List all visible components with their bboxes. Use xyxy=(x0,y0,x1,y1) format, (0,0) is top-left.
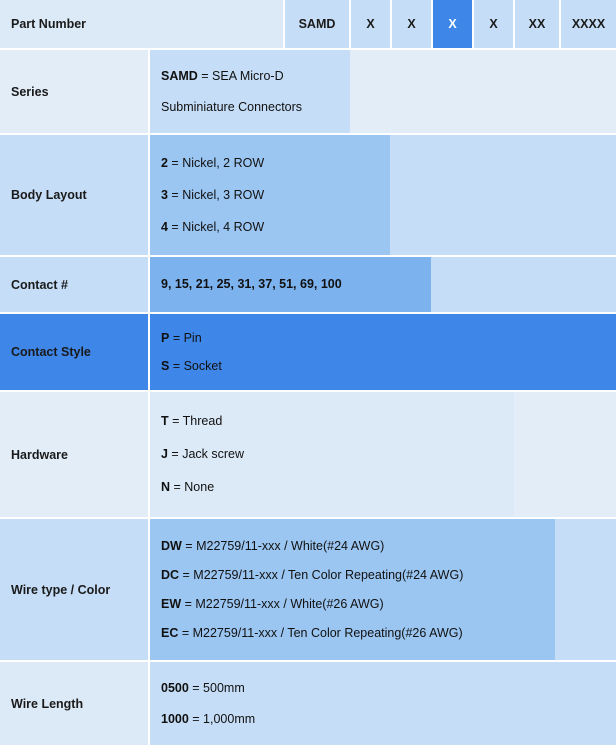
option-description: = M22759/11-xxx / White(#26 AWG) xyxy=(181,596,384,611)
row-options xyxy=(150,392,616,517)
row-options xyxy=(150,50,616,133)
table-row xyxy=(0,133,616,255)
option-code: 2 xyxy=(161,156,168,170)
option-line xyxy=(161,481,616,494)
option-code: S xyxy=(161,359,170,373)
option-description: = Nickel, 3 ROW xyxy=(167,187,265,202)
row-label: Wire type / Color xyxy=(0,519,150,660)
row-label: Contact Style xyxy=(0,314,150,390)
option-code: 1000 xyxy=(161,711,189,726)
option-code: T xyxy=(161,414,169,429)
option-code: DC xyxy=(161,567,180,582)
option-line xyxy=(161,70,616,83)
option-description: = Nickel, 2 ROW xyxy=(167,156,265,170)
option-description: Subminiature Connectors xyxy=(161,99,303,114)
option-description: = Nickel, 4 ROW xyxy=(167,219,265,234)
option-line xyxy=(161,598,616,611)
table-row xyxy=(0,517,616,660)
option-line xyxy=(161,540,616,553)
option-list xyxy=(150,257,616,312)
option-code: EW xyxy=(161,596,182,611)
part-number-cell-2[interactable]: X xyxy=(392,0,433,48)
option-description: = Thread xyxy=(168,414,223,429)
row-label: Series xyxy=(0,50,150,133)
option-description: = 500mm xyxy=(188,680,245,695)
part-number-label: Part Number xyxy=(0,0,285,48)
option-code: DW xyxy=(161,538,182,553)
option-list xyxy=(150,50,616,133)
part-number-cell-4[interactable]: X xyxy=(474,0,515,48)
option-line xyxy=(161,189,616,202)
option-code: 0500 xyxy=(161,680,189,695)
option-line xyxy=(161,682,616,695)
option-line xyxy=(161,157,616,170)
part-number-cell-5[interactable]: XX xyxy=(515,0,561,48)
option-line xyxy=(161,713,616,726)
option-description: = 1,000mm xyxy=(188,711,256,726)
option-code: J xyxy=(161,447,168,462)
part-number-cell-1[interactable]: X xyxy=(351,0,392,48)
option-line xyxy=(161,627,616,640)
option-line xyxy=(161,360,616,373)
option-list xyxy=(150,135,616,255)
option-code: P xyxy=(161,330,170,345)
option-list xyxy=(150,314,616,390)
option-line xyxy=(161,221,616,234)
part-number-code-cells xyxy=(285,0,616,48)
option-code: SAMD xyxy=(161,68,198,83)
table-row xyxy=(0,255,616,312)
row-options xyxy=(150,519,616,660)
option-description: = M22759/11-xxx / Ten Color Repeating(#24 AWG) xyxy=(179,567,464,582)
table-row xyxy=(0,312,616,390)
option-description: = None xyxy=(170,480,215,495)
row-options xyxy=(150,135,616,255)
row-options xyxy=(150,662,616,745)
row-label: Hardware xyxy=(0,392,150,517)
option-line xyxy=(161,101,616,114)
part-number-cell-6[interactable]: XXXX xyxy=(561,0,616,48)
option-line xyxy=(161,569,616,582)
row-options xyxy=(150,257,616,312)
option-line xyxy=(161,332,616,345)
option-line xyxy=(161,278,616,291)
option-line xyxy=(161,448,616,461)
part-number-cell-0[interactable]: SAMD xyxy=(285,0,351,48)
option-list xyxy=(150,662,616,745)
table-header-row xyxy=(0,0,616,48)
option-code: 4 xyxy=(161,219,168,234)
option-code: 9, 15, 21, 25, 31, 37, 51, 69, 100 xyxy=(161,277,342,292)
option-list xyxy=(150,392,616,517)
option-list xyxy=(150,519,616,660)
part-number-cell-3[interactable]: X xyxy=(433,0,474,48)
option-code: EC xyxy=(161,625,179,640)
table-row xyxy=(0,390,616,517)
option-description: = Pin xyxy=(169,330,202,345)
option-description: = Socket xyxy=(169,359,222,373)
row-label: Body Layout xyxy=(0,135,150,255)
table-row xyxy=(0,660,616,745)
option-description: = SEA Micro-D xyxy=(197,68,284,83)
option-line xyxy=(161,415,616,428)
row-label: Wire Length xyxy=(0,662,150,745)
option-description: = M22759/11-xxx / White(#24 AWG) xyxy=(181,538,385,553)
table-row xyxy=(0,48,616,133)
option-description: = Jack screw xyxy=(167,447,245,462)
row-options xyxy=(150,314,616,390)
option-description: = M22759/11-xxx / Ten Color Repeating(#26 AWG) xyxy=(178,625,463,640)
row-label: Contact # xyxy=(0,257,150,312)
option-code: 3 xyxy=(161,187,168,202)
option-code: N xyxy=(161,480,171,495)
